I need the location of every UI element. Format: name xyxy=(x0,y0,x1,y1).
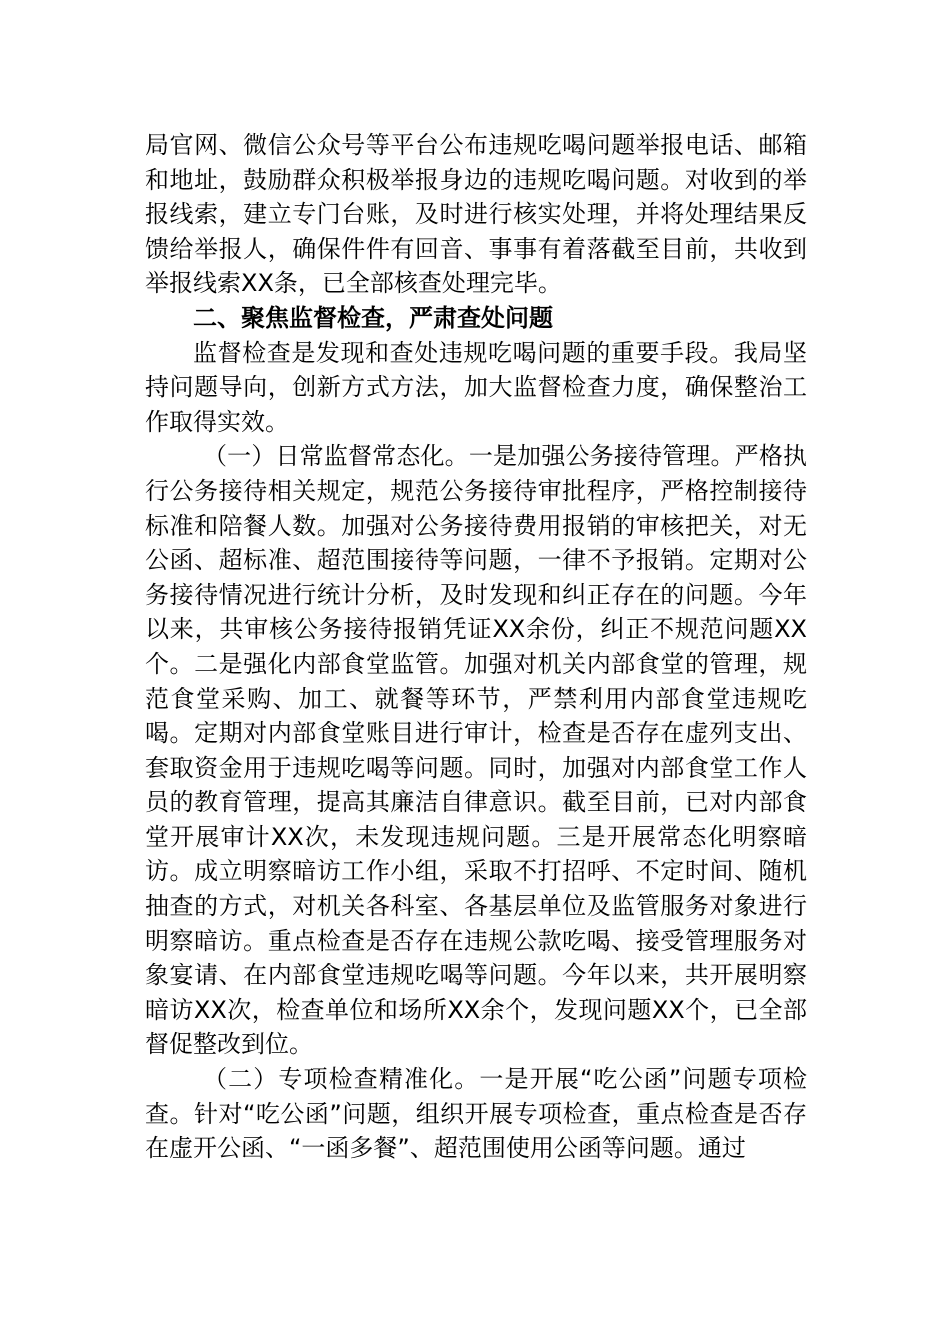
paragraph-continuation: 局官网、微信公众号等平台公布违规吃喝问题举报电话、邮箱和地址，鼓励群众积极举报身边的违规吃喝问题。对收到的举报线索，建立专门台账，及时进行核实处理，并将处理结果反馈给举报人，确保件件有回音、事事有着落截至目前，共收到举报线索XX条，已全部核查处理完毕。 xyxy=(145,131,807,298)
paragraph-daily-supervision: （一）日常监督常态化。一是加强公务接待管理。严格执行公务接待相关规定，规范公务接待审批程序，严格控制接待标准和陪餐人数。加强对公务接待费用报销的审核把关，对无公函、超标准、超范围接待等问题，一律不予报销。定期对公务接待情况进行统计分析，及时发现和纠正存在的问题。今年以来，共审核公务接待报销凭证XX余份，纠正不规范问题XX个。二是强化内部食堂监管。加强对机关内部食堂的管理，规范食堂采购、加工、就餐等环节，严禁利用内部食堂违规吃喝。定期对内部食堂账目进行审计，检查是否存在虚列支出、套取资金用于违规吃喝等问题。同时，加强对内部食堂工作人员的教育管理，提高其廉洁自律意识。截至目前，已对内部食堂开展审计XX次，未发现违规问题。三是开展常态化明察暗访。成立明察暗访工作小组，采取不打招呼、不定时间、随机抽查的方式，对机关各科室、各基层单位及监管服务对象进行明察暗访。重点检查是否存在违规公款吃喝、接受管理服务对象宴请、在内部食堂违规吃喝等问题。今年以来，共开展明察暗访XX次，检查单位和场所XX余个，发现问题XX个，已全部督促整改到位。 xyxy=(145,442,807,1059)
document-body xyxy=(145,128,807,1166)
paragraph-special-inspection: （二）专项检查精准化。一是开展“吃公函”问题专项检查。针对“吃公函”问题，组织开展专项检查，重点检查是否存在虚开公函、“一函多餐”、超范围使用公函等问题。通过 xyxy=(145,1065,807,1163)
section-heading: 二、聚焦监督检查，严肃查处问题 xyxy=(193,303,553,332)
paragraph-intro: 监督检查是发现和查处违规吃喝问题的重要手段。我局坚持问题导向，创新方式方法，加大监督检查力度，确保整治工作取得实效。 xyxy=(145,338,807,436)
